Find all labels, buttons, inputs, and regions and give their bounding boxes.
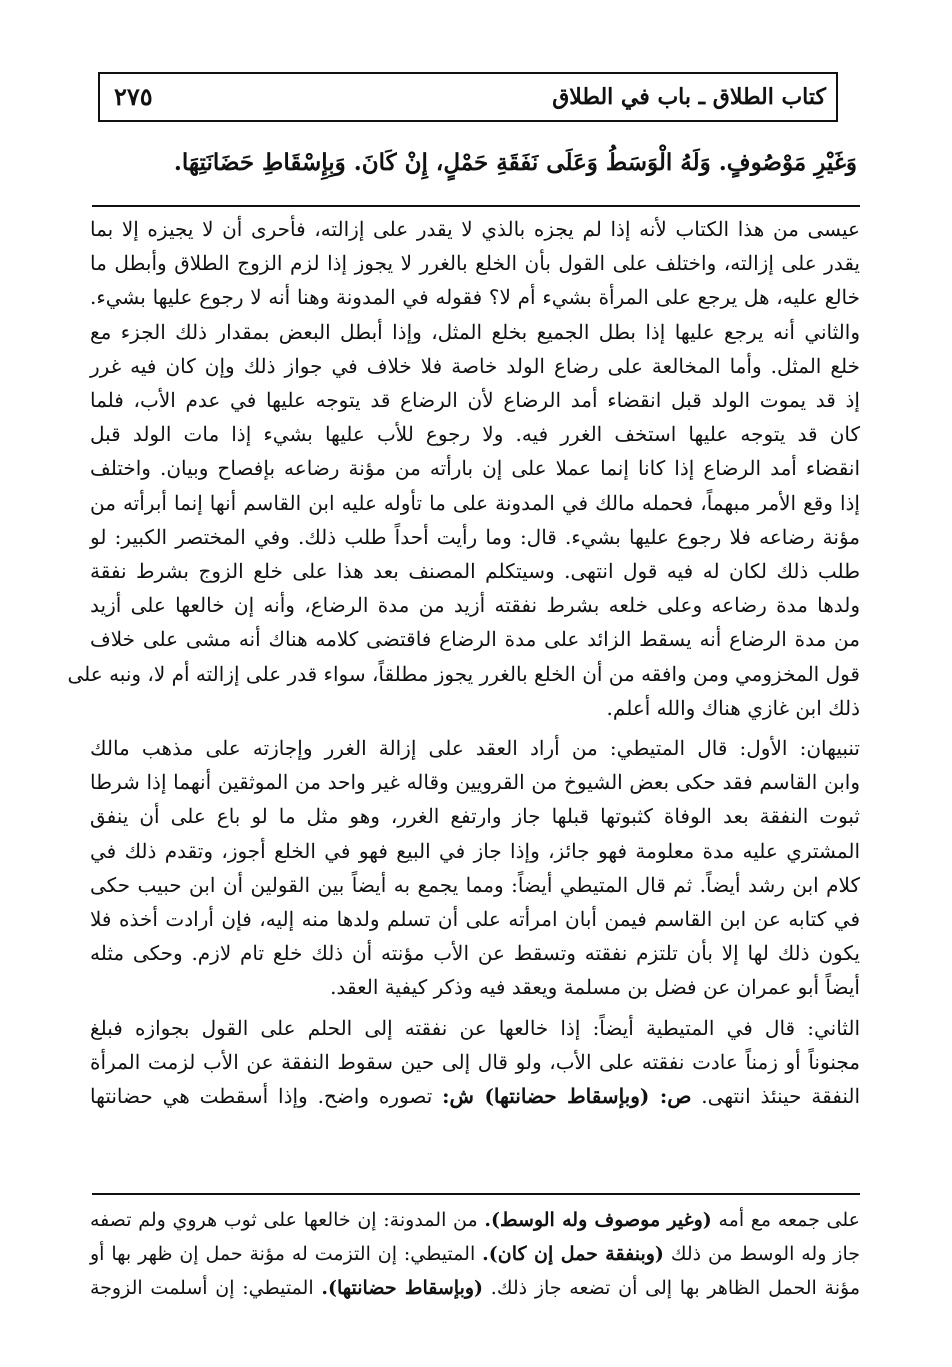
text-line: كلام ابن رشد أيضاً. ثم قال المتيطي أيضاً: ومما يجمع به أيضاً بين القولين أن ابن حبيب حكى xyxy=(90,872,860,897)
text-segment: من المدونة: إن خالعها على ثوب هروي ولم تصفه xyxy=(90,1209,478,1231)
footnote-line xyxy=(90,1203,860,1237)
matn-quote: ص: (وبإسقاط حضانتها) ش: xyxy=(442,1084,692,1109)
text-segment: على جمعه مع أمه xyxy=(718,1209,861,1231)
text-line: ذلك ابن غازي هناك والله أعلم. xyxy=(606,695,860,720)
text-segment: مؤنة الحمل الظاهر بها إلى أن تضعه جاز ذلك. xyxy=(490,1277,860,1299)
text-line: مجنوناً أو زمناً عادت نفقته على الأب، ولو قال إلى حين سقوط النفقة عن الأب لزمت المرأة xyxy=(90,1049,860,1074)
footnote-line xyxy=(90,1237,860,1271)
footnote xyxy=(90,1203,860,1305)
text-segment: النفقة حينئذ انتهى. xyxy=(701,1084,861,1109)
text-line: كان قد يتوجه عليها استخف الغرر فيه. ولا رجوع للأب عليها بشيء إذا مات الولد قبل xyxy=(90,422,860,447)
matn-quote: (وبنفقة حمل إن كان). xyxy=(482,1243,664,1265)
commentary-paragraph-2 xyxy=(90,731,860,1005)
text-segment: جاز وله الوسط من ذلك xyxy=(670,1243,861,1265)
header-title: كتاب الطلاق ـ باب في الطلاق xyxy=(552,84,826,110)
text-line: المشتري عليه مدة معلومة فهو جائز، وإذا جاز في البيع فهو في الخلع أجوز، وتقدم ذلك في xyxy=(90,838,860,863)
text-line: أيضاً أبو عمران عن فضل بن مسلمة ويعقد فيه وذكر كيفية العقد. xyxy=(330,975,860,1000)
text-line: ثبوت النفقة بعد الوفاة كثبوتها قبلها جاز وارتفع الغرر، وهو مثل ما لو باع على أن ينفق xyxy=(90,804,860,829)
text-segment: المتيطي: إن أسلمت الزوجة xyxy=(90,1277,314,1299)
matn-quote: (وغير موصوف وله الوسط). xyxy=(484,1209,712,1231)
text-segment: تصوره واضح. وإذا أسقطت هي حضانتها xyxy=(90,1084,433,1109)
commentary xyxy=(67,212,861,1113)
footnote-divider xyxy=(92,1193,860,1195)
text-line: يكون ذلك لها إلا بأن تلتزم نفقته وتسقط عن الأب مؤنته أن ذلك خلع تام لازم. وحكى مثله xyxy=(90,941,860,966)
matn-text: وَغَيْرِ مَوْصُوفٍ. وَلَهُ الْوَسَطُ وَعَلَى نَفَقَةِ حَمْلٍ، إِنْ كَانَ. وَبِإِسْقَاطِ حَضَانَتِهَا. xyxy=(173,149,857,176)
page-number: ٢٧٥ xyxy=(114,82,153,111)
commentary-paragraph-3 xyxy=(90,1011,860,1114)
footnote-line xyxy=(90,1271,860,1305)
text-line: قول المخزومي ومن وافقه من أن الخلع بالغرر يجوز مطلقاً، سواء قدر على إزالته أم لا، ونبه على xyxy=(67,661,860,686)
text-line: والثاني أنه يرجع عليها إذا بطل الجميع بخلع المثل، وإذا أبطل البعض بمقدار ذلك الجزء مع xyxy=(90,319,860,344)
text-line: ولدها مدة رضاعه وعلى خلعه بشرط نفقته أزيد من مدة الرضاع، وأنه إن خالعها على أزيد xyxy=(90,593,860,618)
text-line: تنبيهان: الأول: قال المتيطي: من أراد العقد على إزالة الغرر وإجازته على مذهب مالك xyxy=(90,736,860,761)
text-line: إذ قد يموت الولد قبل انقضاء أمد الرضاع لأن الرضاع قد يتوجه عليها في عدم الأب، فلما xyxy=(90,388,860,413)
text-line: انقضاء أمد الرضاع إذا كانا إنما عملا على إن بارأته من مؤنة رضاعه بإفصاح وبيان. واختلف xyxy=(90,456,860,481)
text-line: مؤنة رضاعه فلا رجوع عليها بشيء. قال: وما رأيت أحداً طلب ذلك. وفي المختصر الكبير: لو xyxy=(90,524,860,549)
top-divider xyxy=(92,205,860,207)
text-line: وابن القاسم فقد حكى بعض الشيوخ من القرويين وقاله غير واحد من الموثقين أنهما إذا شرطا xyxy=(90,770,860,795)
text-line: الثاني: قال في المتيطية أيضاً: إذا خالعها عن نفقته إلى الحلم على القول بجوازه فبلغ xyxy=(90,1015,860,1040)
text-line: خلع المثل. وأما المخالعة على رضاع الولد خاصة فلا خلاف في جواز ذلك وإن كان فيه غرر xyxy=(90,353,860,378)
text-line: خالع عليه، هل يرجع على المرأة بشيء أم لا؟ فقوله في المدونة وهنا أنه لا رجوع عليها بشيء. xyxy=(90,285,860,310)
text-segment: المتيطي: إن التزمت له مؤنة حمل إن ظهر بها أو xyxy=(90,1243,476,1265)
text-line: عيسى من هذا الكتاب لأنه إذا لم يجزه بالذي لا يقدر على إزالته، فأحرى أن لا يجيزه إلا بما xyxy=(90,217,860,241)
commentary-paragraph-1 xyxy=(67,212,860,725)
matn-quote: (وبإسقاط حضانتها). xyxy=(321,1277,484,1299)
text-line: في كتابه عن ابن القاسم فيمن أبان امرأته على أن تسلم ولدها منه إليه، فإن أرادت أخذه فلا xyxy=(90,907,861,932)
text-line: إذا وقع الأمر مبهماً، فحمله مالك في المدونة على ما تأوله عليه ابن القاسم أنها إنما أبرأته من xyxy=(90,490,860,515)
running-header xyxy=(98,72,838,122)
text-line: يقدر على إزالته، واختلف على القول بأن الخلع بالغرر لا يجوز إذا لزم الزوج الطلاق وأبطل ما xyxy=(90,251,860,276)
text-line: من مدة الرضاع أنه يسقط الزائد على مدة الرضاع فاقتضى كلامه هناك أنه مشى على خلاف xyxy=(90,627,860,652)
text-line: طلب ذلك لكان له فيه قول انتهى. وسيتكلم المصنف بعد هذا على خلع الزوج بشرط نفقة xyxy=(90,559,860,584)
text-line xyxy=(90,1079,860,1113)
